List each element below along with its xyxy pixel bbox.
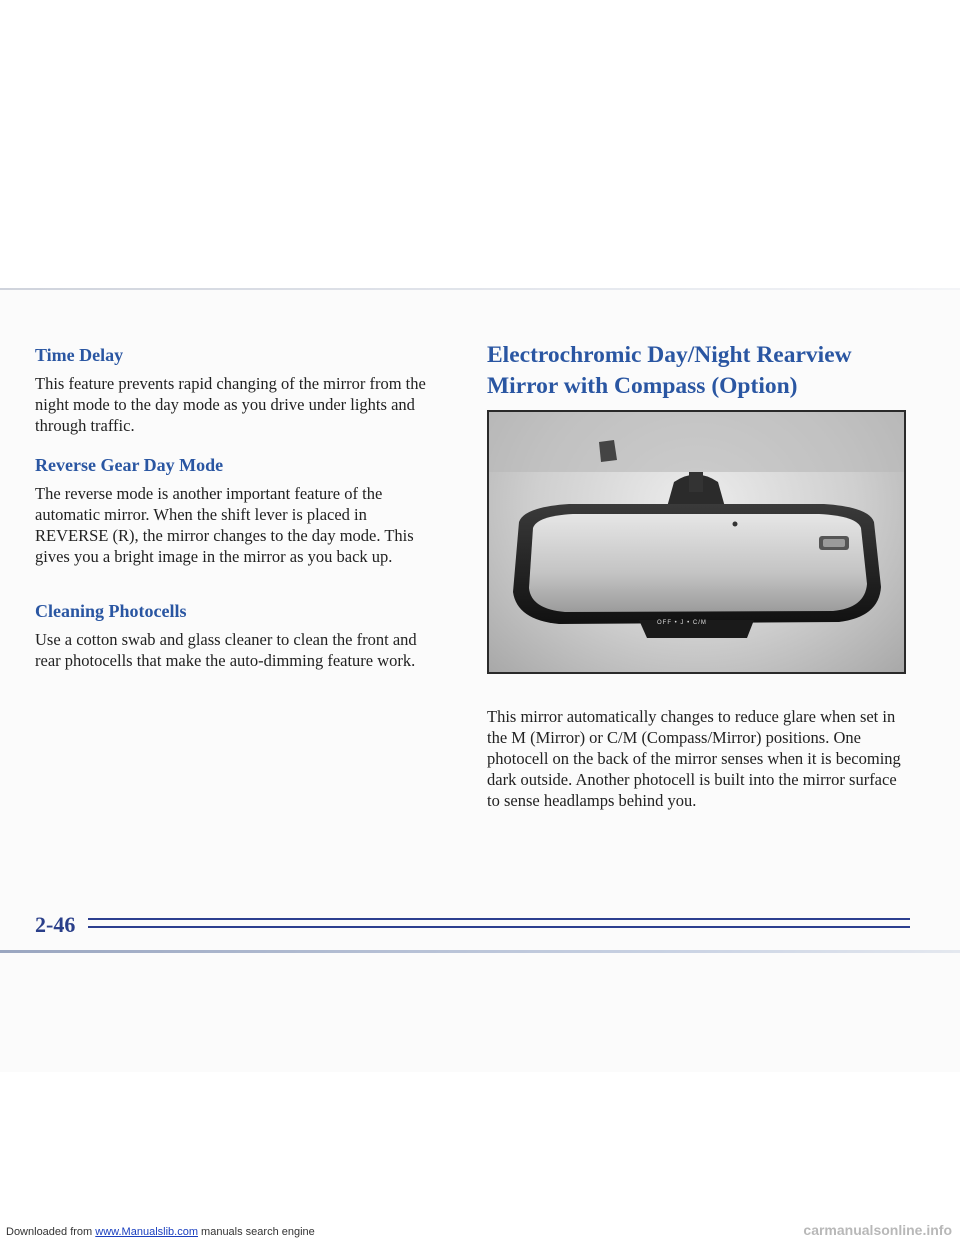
paragraph-mirror-description: This mirror automatically changes to reduce glare when set in the M (Mirror) or C/M (Compass/Mirror) positions. One photocell on the back of the mirror senses when it is becoming dark outside. Another photocell is built into the mirror surface to sense headlamps behind you. xyxy=(487,707,901,810)
footer-rule xyxy=(88,926,910,928)
paragraph-cleaning-photocells: Use a cotton swab and glass cleaner to clean the front and rear photocells that make the auto-dimming feature work. xyxy=(35,630,417,670)
top-rule xyxy=(0,288,960,290)
paragraph-time-delay: This feature prevents rapid changing of the mirror from the night mode to the day mode as you drive under lights and through traffic. xyxy=(35,374,426,435)
heading-time-delay: Time Delay xyxy=(35,345,124,365)
right-column xyxy=(487,340,917,810)
manualslib-link[interactable]: www.Manualslib.com xyxy=(95,1226,198,1238)
download-footer xyxy=(6,1226,315,1238)
mirror-buttons-label: OFF • J • C/M xyxy=(657,620,707,626)
heading-cleaning-photocells: Cleaning Photocells xyxy=(35,601,187,621)
section-title: Electrochromic Day/Night Rearview Mirror with Compass (Option) xyxy=(487,342,852,399)
mirror-photo xyxy=(487,410,906,674)
download-suffix: manuals search engine xyxy=(197,1226,315,1238)
page-number: 2-46 xyxy=(35,912,76,937)
bottom-rule xyxy=(0,950,960,953)
watermark: carmanualsonline.info xyxy=(803,1222,952,1238)
footer-rule xyxy=(88,918,910,920)
heading-reverse-gear-day-mode: Reverse Gear Day Mode xyxy=(35,455,224,475)
download-prefix: Downloaded from xyxy=(6,1226,96,1238)
paragraph-reverse-gear-day-mode: The reverse mode is another important feature of the automatic mirror. When the shift lever is placed in REVERSE (R), the mirror changes to the day mode. This gives you a bright image in the mirror as you back up. xyxy=(35,484,414,566)
rearview-mirror-illustration xyxy=(489,412,904,672)
